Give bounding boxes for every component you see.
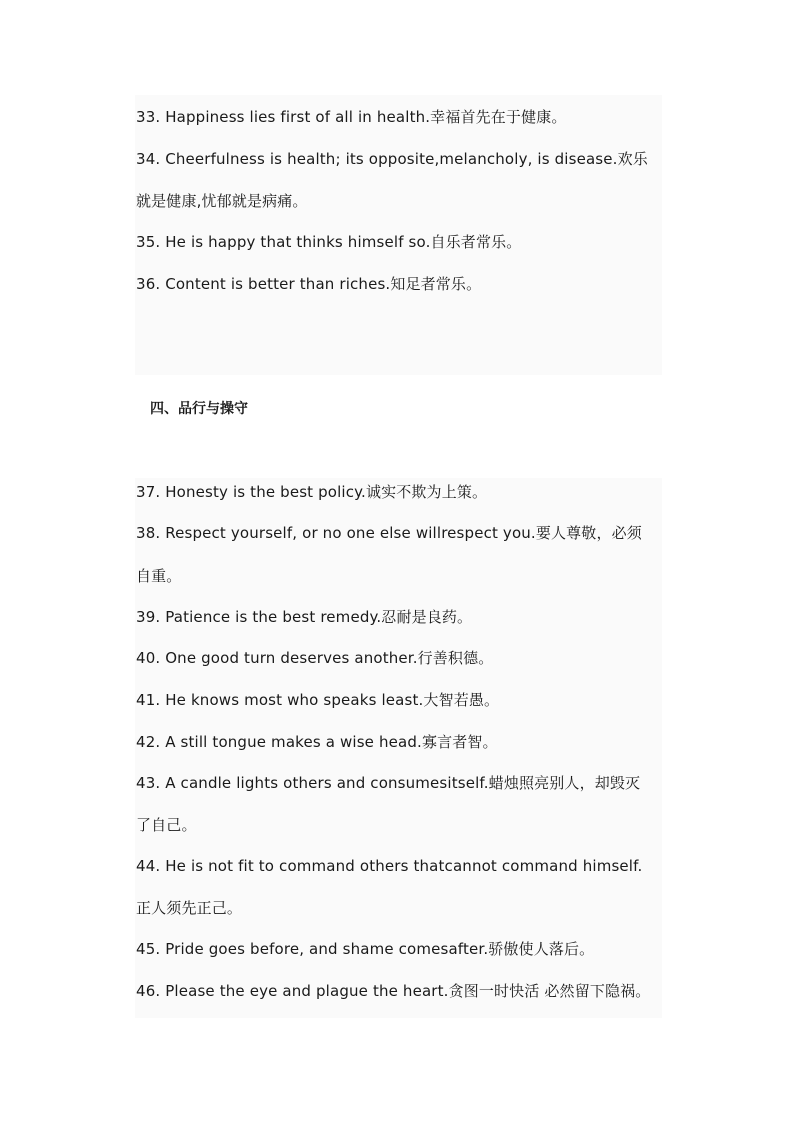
proverb-44: 44. He is not fit to command others thatcannot command himself. [136,857,643,875]
proverb-45: 45. Pride goes before, and shame comesafter.骄傲使人落后。 [136,940,595,958]
proverb-33: 33. Happiness lies first of all in health.幸福首先在于健康。 [136,108,567,126]
proverb-40: 40. One good turn deserves another.行善积德。 [136,649,494,667]
proverb-37: 37. Honesty is the best policy.诚实不欺为上策。 [136,483,488,501]
proverb-41: 41. He knows most who speaks least.大智若愚。 [136,691,500,709]
proverb-35: 35. He is happy that thinks himself so.自乐者常乐。 [136,233,522,251]
proverb-38-continued: 自重。 [136,567,182,585]
proverb-43: 43. A candle lights others and consumesitself.蜡烛照亮别人，却毁灭 [136,774,641,792]
proverb-46: 46. Please the eye and plague the heart.贪图一时快活 必然留下隐祸。 [136,982,651,1000]
proverb-39: 39. Patience is the best remedy.忍耐是良药。 [136,608,473,626]
proverb-44-continued: 正人须先正己。 [136,899,243,917]
section-heading: 四、品行与操守 [150,401,248,417]
proverb-34: 34. Cheerfulness is health; its opposite,melancholy, is disease.欢乐 [136,150,648,168]
proverb-43-continued: 了自己。 [136,816,197,834]
proverb-34-continued: 就是健康,忧郁就是病痛。 [136,192,308,210]
proverb-38: 38. Respect yourself, or no one else willrespect you.要人尊敬，必须 [136,524,642,542]
proverb-42: 42. A still tongue makes a wise head.寡言者智。 [136,733,498,751]
proverb-36: 36. Content is better than riches.知足者常乐。 [136,275,482,293]
